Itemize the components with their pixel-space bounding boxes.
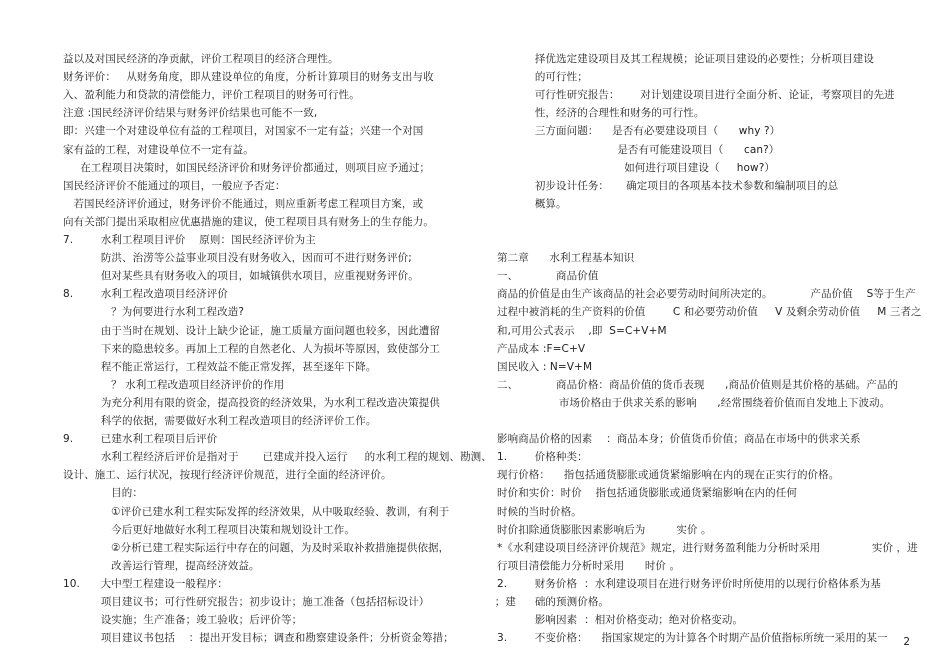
text-line: 2. 财务价格 ：水利建设项目在进行财务评价时所使用的以现行价格体系为基	[497, 577, 881, 590]
text-line: 9. 已建水利工程项目后评价	[63, 433, 218, 446]
text-line: 由于当时在规划、设计上缺少论证，施工质量方面问题也较多，因此遭留	[63, 324, 441, 337]
text-line: 影响商品价格的因素 ：商品本身；价值货币价值；商品在市场中的供求关系	[497, 433, 861, 446]
text-line: 础的预测价格。	[497, 596, 610, 608]
text-line: 家有益的工程，对建设单位不一定有益。	[63, 143, 254, 156]
text-line: 入、盈利能力和贷款的清偿能力，评价工程项目的财务可行性。	[63, 89, 360, 102]
text-line: 商品的价值是由生产该商品的社会必要劳动时间所决定的。 产品价值 S等于生产	[497, 288, 916, 301]
text-line: 设计、施工、运行状况，按现行经济评价规范，进行全面的经济评价。	[63, 469, 392, 482]
text-line: 8. 水利工程改造项目经济评价	[63, 288, 228, 301]
text-line: 一、 商品价值	[497, 270, 599, 283]
text-line: 财务评价： 从财务角度，即从建设单位的角度，分析计算项目的财务支出与收	[63, 71, 434, 84]
text-line: 防洪、治涝等公益事业项目没有财务收入，因而可不进行财务评价;	[63, 252, 412, 265]
text-line: 的可行性；	[497, 71, 588, 84]
text-line: 第二章 水利工程基本知识	[497, 252, 635, 265]
text-line: 在工程项目决策时，如国民经济评价和财务评价都通过，则项目应予通过；	[63, 161, 430, 174]
text-line: *《水利建设项目经济评价规范》规定，进行财务盈利能力分析时采用 实价 ，进	[497, 541, 918, 554]
text-line: 科学的依据，需要做好水利工程改造项目的经济评价工作。	[63, 415, 377, 427]
text-line: 是否有可能建设项目（ can?）	[497, 143, 780, 156]
text-line: 性，经济的合理性和财务的可行性。	[497, 107, 705, 120]
text-line: 如何进行项目建设（ how?）	[497, 161, 776, 174]
text-line: 下来的隐患较多。再加上工程的自然老化、人为损坏等原因，致使部分工	[63, 342, 441, 355]
text-line: 项目建议书；可行性研究报告；初步设计；施工准备（包括招标设计） ；建	[63, 596, 516, 608]
text-line: 时候的当时价格。	[497, 505, 582, 518]
text-line: ？ 水利工程改造项目经济评价的作用	[63, 378, 285, 391]
text-line: 过程中被消耗的生产资料的价值 C 和必要劳动价值 V 及剩余劳动价值 M 三者之	[497, 306, 922, 319]
text-line: 改善运行管理，提高经济效益。	[63, 559, 260, 572]
text-line: 注意 :国民经济评价结果与财务评价结果也可能不一致,	[63, 107, 318, 120]
text-line: 向有关部门提出采取相应优惠措施的建议，使工程项目具有财务上的生存能力。	[63, 215, 434, 228]
text-line: 10. 大中型工程建设一般程序：	[63, 577, 228, 590]
text-line: 现行价格： 指包括通货膨胀或通货紧缩影响在内的现在正实行的价格。	[497, 469, 840, 482]
page-number: 2	[903, 636, 910, 648]
text-line: 概算。	[497, 197, 567, 210]
text-line: 目的：	[63, 487, 143, 500]
text-line: 行项目清偿能力分析时采用 时价 。	[497, 559, 681, 572]
text-line: 但对某些具有财务收入的项目，如城镇供水项目，应重视财务评价。	[63, 270, 419, 283]
text-line: 项目建议书包括 ：提出开发目标；调查和勘察建设条件；分析资金筹措；	[63, 632, 454, 645]
text-line: 三方面问题： 是否有必要建设项目（ why ?）	[497, 125, 781, 138]
text-line: 可行性研究报告： 对计划建设项目进行全面分析、论证，考察项目的先进	[497, 89, 895, 102]
text-line: 即：兴建一个对建设单位有益的工程项目，对国家不一定有益；兴建一个对国	[63, 125, 424, 138]
text-line: 3. 不变价格： 指国家规定的为计算各个时期产品价值指标所统一采用的某一	[497, 632, 888, 645]
text-line: ②分析已建工程实际运行中存在的问题，为及时采取补救措施提供依据，	[63, 541, 450, 554]
text-line: 初步设计任务： 确定项目的各项基本技术参数和编制项目的总	[497, 179, 839, 192]
text-line: 水利工程经济后评价是指对于 已建成并投入运行 的水利工程的规划、勘测、	[63, 451, 492, 464]
text-line: 市场价格由于供求关系的影响 ,经常围绕着价值而自发地上下波动。	[497, 396, 891, 409]
text-line: ①评价已建水利工程实际发挥的经济效果，从中吸取经验、教训，有利于	[63, 505, 450, 518]
text-line: 时价和实价：时价 指包括通货膨胀或通货紧缩影响在内的任何	[497, 487, 797, 500]
text-line: 今后更好地做好水利工程项目决策和规划设计工作。	[63, 523, 355, 536]
text-line: 程不能正常运行，工程效益不能正常发挥，甚至逐年下降。	[63, 360, 377, 373]
text-line: 产品成本 :F=C+V	[497, 342, 586, 355]
text-line: ？为何要进行水利工程改造?	[63, 306, 244, 319]
text-line: 二、 商品价格：商品价值的货币表现 ,商品价值则是其价格的基础。产品的	[497, 378, 899, 391]
text-line: 1. 价格种类：	[497, 451, 588, 464]
text-line: 和,可用公式表示 ,即 S=C+V+M	[497, 324, 667, 337]
text-line: 设实施；生产准备；竣工验收；后评价等；	[63, 614, 303, 627]
text-line: 时价扣除通货膨胀因素影响后为 实价 。	[497, 523, 712, 536]
text-line: 7. 水利工程项目评价 原则：国民经济评价为主	[63, 234, 316, 246]
text-line: 影响因素 ：相对价格变动；绝对价格变动。	[497, 614, 744, 627]
text-line: 国民经济评价不能通过的项目，一般应予否定：	[63, 179, 286, 192]
text-line: 择优选定建设项目及其工程规模；论证项目建设的必要性；分析项目建设	[497, 53, 875, 65]
text-line: 国民收入 : N=V+M	[497, 360, 593, 373]
text-line: 益以及对国民经济的净贡献，评价工程项目的经济合理性。	[63, 53, 339, 65]
text-line: 若国民经济评价通过，财务评价不能通过，则应重新考虑工程项目方案，或	[63, 197, 424, 210]
text-line: 为充分利用有限的资金，提高投资的经济效果，为水利工程改造决策提供	[63, 396, 441, 409]
